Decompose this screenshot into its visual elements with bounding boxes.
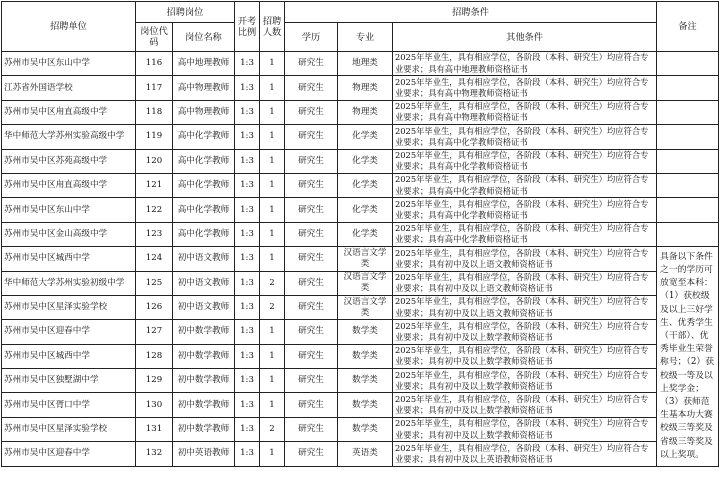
cell-major: 化学类 bbox=[338, 149, 393, 173]
table-row bbox=[2, 393, 719, 417]
cell-position-code: 127 bbox=[136, 320, 173, 344]
cell-count: 1 bbox=[260, 247, 285, 271]
header-conditions-group: 招聘条件 bbox=[285, 2, 657, 23]
cell-unit: 苏州市吴中区金山高级中学 bbox=[2, 222, 136, 246]
cell-ratio: 1:3 bbox=[235, 149, 260, 173]
cell-major: 化学类 bbox=[338, 173, 393, 197]
cell-other-conditions: 2025年毕业生，具有相应学位，各阶段（本科、研究生）均应符合专业要求；具有初中及以上数学教师资格证书 bbox=[393, 393, 657, 417]
cell-education: 研究生 bbox=[285, 417, 338, 441]
table-row bbox=[2, 149, 719, 173]
cell-count: 1 bbox=[260, 173, 285, 197]
cell-major: 英语类 bbox=[338, 442, 393, 466]
cell-education: 研究生 bbox=[285, 173, 338, 197]
cell-count: 1 bbox=[260, 222, 285, 246]
header-position-group: 招聘岗位 bbox=[136, 2, 235, 23]
cell-count: 1 bbox=[260, 52, 285, 76]
cell-other-conditions: 2025年毕业生，具有相应学位，各阶段（本科、研究生）均应符合专业要求；具有高中化学教师资格证书 bbox=[393, 173, 657, 197]
cell-remarks-empty bbox=[657, 100, 719, 124]
cell-ratio: 1:3 bbox=[235, 52, 260, 76]
cell-other-conditions: 2025年毕业生，具有相应学位，各阶段（本科、研究生）均应符合专业要求；具有初中及以上数学教师资格证书 bbox=[393, 417, 657, 441]
table-row bbox=[2, 442, 719, 466]
cell-education: 研究生 bbox=[285, 320, 338, 344]
cell-remarks-empty bbox=[657, 198, 719, 222]
cell-ratio: 1:3 bbox=[235, 344, 260, 368]
cell-education: 研究生 bbox=[285, 100, 338, 124]
cell-major: 物理类 bbox=[338, 76, 393, 100]
cell-position-code: 124 bbox=[136, 247, 173, 271]
cell-unit: 苏州市吴中区迎春中学 bbox=[2, 442, 136, 466]
cell-education: 研究生 bbox=[285, 442, 338, 466]
cell-major: 数学类 bbox=[338, 369, 393, 393]
cell-unit: 苏州市吴中区星泽实验学校 bbox=[2, 417, 136, 441]
cell-position-name: 高中化学教师 bbox=[173, 125, 235, 149]
header-education: 学历 bbox=[285, 23, 338, 52]
cell-position-code: 126 bbox=[136, 295, 173, 319]
cell-remarks-empty bbox=[657, 222, 719, 246]
cell-count: 1 bbox=[260, 125, 285, 149]
cell-remarks-empty bbox=[657, 52, 719, 76]
cell-position-code: 129 bbox=[136, 369, 173, 393]
cell-unit: 苏州市吴中区星泽实验学校 bbox=[2, 295, 136, 319]
cell-count: 1 bbox=[260, 198, 285, 222]
cell-unit: 苏州市吴中区胥口中学 bbox=[2, 393, 136, 417]
table-row bbox=[2, 222, 719, 246]
header-position-name: 岗位名称 bbox=[173, 23, 235, 52]
header-remarks: 备注 bbox=[657, 2, 719, 52]
table-body bbox=[2, 52, 719, 467]
cell-education: 研究生 bbox=[285, 393, 338, 417]
cell-position-name: 高中物理教师 bbox=[173, 76, 235, 100]
cell-count: 1 bbox=[260, 320, 285, 344]
table-row bbox=[2, 271, 719, 295]
cell-position-code: 120 bbox=[136, 149, 173, 173]
cell-unit: 苏州市吴中区城西中学 bbox=[2, 344, 136, 368]
cell-unit: 苏州市吴中区东山中学 bbox=[2, 198, 136, 222]
cell-position-code: 130 bbox=[136, 393, 173, 417]
cell-ratio: 1:3 bbox=[235, 369, 260, 393]
cell-ratio: 1:3 bbox=[235, 393, 260, 417]
cell-position-code: 128 bbox=[136, 344, 173, 368]
cell-other-conditions: 2025年毕业生，具有相应学位，各阶段（本科、研究生）均应符合专业要求；具有初中及以上语文教师资格证书 bbox=[393, 295, 657, 319]
cell-count: 1 bbox=[260, 149, 285, 173]
cell-unit: 苏州市吴中区迎春中学 bbox=[2, 320, 136, 344]
cell-major: 地理类 bbox=[338, 52, 393, 76]
header-unit: 招聘单位 bbox=[2, 2, 136, 52]
cell-ratio: 1:3 bbox=[235, 295, 260, 319]
table-row bbox=[2, 247, 719, 271]
cell-other-conditions: 2025年毕业生，具有相应学位，各阶段（本科、研究生）均应符合专业要求；具有高中化学教师资格证书 bbox=[393, 149, 657, 173]
cell-position-name: 初中语文教师 bbox=[173, 295, 235, 319]
recruitment-table bbox=[1, 1, 719, 467]
cell-other-conditions: 2025年毕业生，具有相应学位，各阶段（本科、研究生）均应符合专业要求；具有高中物理教师资格证书 bbox=[393, 76, 657, 100]
header-count: 招聘人数 bbox=[260, 2, 285, 52]
cell-ratio: 1:3 bbox=[235, 76, 260, 100]
table-row bbox=[2, 295, 719, 319]
table-row bbox=[2, 344, 719, 368]
table-row bbox=[2, 369, 719, 393]
cell-position-code: 123 bbox=[136, 222, 173, 246]
header-major: 专业 bbox=[338, 23, 393, 52]
cell-remarks-empty bbox=[657, 173, 719, 197]
cell-education: 研究生 bbox=[285, 369, 338, 393]
cell-count: 2 bbox=[260, 417, 285, 441]
cell-unit: 苏州市吴中区独墅湖中学 bbox=[2, 369, 136, 393]
table-row bbox=[2, 198, 719, 222]
table-row bbox=[2, 100, 719, 124]
cell-position-name: 高中化学教师 bbox=[173, 149, 235, 173]
cell-other-conditions: 2025年毕业生，具有相应学位，各阶段（本科、研究生）均应符合专业要求；具有高中化学教师资格证书 bbox=[393, 222, 657, 246]
cell-major: 汉语言文学类 bbox=[338, 295, 393, 319]
cell-position-code: 119 bbox=[136, 125, 173, 149]
cell-position-code: 125 bbox=[136, 271, 173, 295]
cell-other-conditions: 2025年毕业生，具有相应学位，各阶段（本科、研究生）均应符合专业要求；具有初中及以上数学教师资格证书 bbox=[393, 344, 657, 368]
cell-unit: 江苏省外国语学校 bbox=[2, 76, 136, 100]
cell-position-name: 初中数学教师 bbox=[173, 344, 235, 368]
cell-major: 汉语言文学类 bbox=[338, 271, 393, 295]
table-row bbox=[2, 173, 719, 197]
cell-ratio: 1:3 bbox=[235, 222, 260, 246]
header-other-conditions: 其他条件 bbox=[393, 23, 657, 52]
cell-position-code: 117 bbox=[136, 76, 173, 100]
cell-count: 1 bbox=[260, 100, 285, 124]
cell-position-code: 121 bbox=[136, 173, 173, 197]
cell-count: 2 bbox=[260, 271, 285, 295]
cell-other-conditions: 2025年毕业生，具有相应学位，各阶段（本科、研究生）均应符合专业要求；具有高中地理教师资格证书 bbox=[393, 52, 657, 76]
cell-position-name: 高中化学教师 bbox=[173, 222, 235, 246]
cell-other-conditions: 2025年毕业生，具有相应学位，各阶段（本科、研究生）均应符合专业要求；具有初中及以上语文教师资格证书 bbox=[393, 247, 657, 271]
cell-other-conditions: 2025年毕业生，具有相应学位，各阶段（本科、研究生）均应符合专业要求；具有初中及以上语文教师资格证书 bbox=[393, 271, 657, 295]
header-position-code: 岗位代码 bbox=[136, 23, 173, 52]
cell-unit: 苏州市吴中区城西中学 bbox=[2, 247, 136, 271]
cell-count: 1 bbox=[260, 393, 285, 417]
cell-ratio: 1:3 bbox=[235, 417, 260, 441]
cell-position-code: 118 bbox=[136, 100, 173, 124]
table-row bbox=[2, 417, 719, 441]
cell-position-name: 初中数学教师 bbox=[173, 393, 235, 417]
cell-remarks-empty bbox=[657, 76, 719, 100]
cell-major: 数学类 bbox=[338, 344, 393, 368]
cell-unit: 苏州市吴中区甪直高级中学 bbox=[2, 100, 136, 124]
cell-ratio: 1:3 bbox=[235, 442, 260, 466]
cell-major: 化学类 bbox=[338, 222, 393, 246]
cell-major: 数学类 bbox=[338, 393, 393, 417]
cell-other-conditions: 2025年毕业生，具有相应学位，各阶段（本科、研究生）均应符合专业要求；具有初中及以上数学教师资格证书 bbox=[393, 369, 657, 393]
table-row bbox=[2, 320, 719, 344]
cell-ratio: 1:3 bbox=[235, 173, 260, 197]
cell-position-name: 初中语文教师 bbox=[173, 247, 235, 271]
cell-unit: 苏州市吴中区苏苑高级中学 bbox=[2, 149, 136, 173]
cell-ratio: 1:3 bbox=[235, 247, 260, 271]
cell-education: 研究生 bbox=[285, 198, 338, 222]
cell-education: 研究生 bbox=[285, 149, 338, 173]
cell-position-code: 131 bbox=[136, 417, 173, 441]
cell-ratio: 1:3 bbox=[235, 125, 260, 149]
cell-count: 1 bbox=[260, 369, 285, 393]
cell-position-name: 高中物理教师 bbox=[173, 100, 235, 124]
cell-remarks-empty bbox=[657, 125, 719, 149]
cell-position-name: 高中化学教师 bbox=[173, 198, 235, 222]
cell-ratio: 1:3 bbox=[235, 320, 260, 344]
cell-unit: 华中师范大学苏州实验高级中学 bbox=[2, 125, 136, 149]
cell-ratio: 1:3 bbox=[235, 271, 260, 295]
cell-count: 1 bbox=[260, 76, 285, 100]
cell-position-name: 初中数学教师 bbox=[173, 417, 235, 441]
cell-education: 研究生 bbox=[285, 52, 338, 76]
cell-position-code: 132 bbox=[136, 442, 173, 466]
cell-position-name: 高中地理教师 bbox=[173, 52, 235, 76]
cell-major: 化学类 bbox=[338, 125, 393, 149]
table-row bbox=[2, 125, 719, 149]
cell-major: 数学类 bbox=[338, 320, 393, 344]
cell-position-code: 116 bbox=[136, 52, 173, 76]
cell-major: 物理类 bbox=[338, 100, 393, 124]
cell-education: 研究生 bbox=[285, 344, 338, 368]
cell-major: 数学类 bbox=[338, 417, 393, 441]
cell-count: 1 bbox=[260, 344, 285, 368]
cell-count: 1 bbox=[260, 442, 285, 466]
cell-position-name: 初中数学教师 bbox=[173, 320, 235, 344]
cell-position-name: 初中数学教师 bbox=[173, 369, 235, 393]
cell-remarks-empty bbox=[657, 149, 719, 173]
cell-count: 2 bbox=[260, 295, 285, 319]
cell-ratio: 1:3 bbox=[235, 198, 260, 222]
cell-education: 研究生 bbox=[285, 295, 338, 319]
cell-major: 化学类 bbox=[338, 198, 393, 222]
cell-education: 研究生 bbox=[285, 222, 338, 246]
cell-unit: 华中师范大学苏州实验初级中学 bbox=[2, 271, 136, 295]
cell-position-name: 初中英语教师 bbox=[173, 442, 235, 466]
cell-education: 研究生 bbox=[285, 271, 338, 295]
cell-other-conditions: 2025年毕业生，具有相应学位，各阶段（本科、研究生）均应符合专业要求；具有初中及以上英语教师资格证书 bbox=[393, 442, 657, 466]
cell-unit: 苏州市吴中区甪直高级中学 bbox=[2, 173, 136, 197]
header-ratio: 开考比例 bbox=[235, 2, 260, 52]
cell-other-conditions: 2025年毕业生，具有相应学位，各阶段（本科、研究生）均应符合专业要求；具有高中化学教师资格证书 bbox=[393, 125, 657, 149]
table-row bbox=[2, 52, 719, 76]
cell-position-name: 高中化学教师 bbox=[173, 173, 235, 197]
cell-unit: 苏州市吴中区东山中学 bbox=[2, 52, 136, 76]
cell-other-conditions: 2025年毕业生，具有相应学位，各阶段（本科、研究生）均应符合专业要求；具有高中化学教师资格证书 bbox=[393, 198, 657, 222]
cell-position-name: 初中语文教师 bbox=[173, 271, 235, 295]
table-row bbox=[2, 76, 719, 100]
cell-other-conditions: 2025年毕业生，具有相应学位，各阶段（本科、研究生）均应符合专业要求；具有初中及以上数学教师资格证书 bbox=[393, 320, 657, 344]
cell-remarks-note: 具备以下条件之一的学历可放宽至本科：（1）获校级及以上三好学生、优秀学生（干部）、优秀毕业生荣誉称号；（2）获校级一等及以上奖学金；（3）获师范生基本功大赛校级三等奖及省级三等奖及以上奖项。 bbox=[657, 247, 719, 467]
cell-ratio: 1:3 bbox=[235, 100, 260, 124]
cell-major: 汉语言文学类 bbox=[338, 247, 393, 271]
cell-education: 研究生 bbox=[285, 125, 338, 149]
cell-position-code: 122 bbox=[136, 198, 173, 222]
cell-education: 研究生 bbox=[285, 247, 338, 271]
cell-other-conditions: 2025年毕业生，具有相应学位，各阶段（本科、研究生）均应符合专业要求；具有高中物理教师资格证书 bbox=[393, 100, 657, 124]
cell-education: 研究生 bbox=[285, 76, 338, 100]
